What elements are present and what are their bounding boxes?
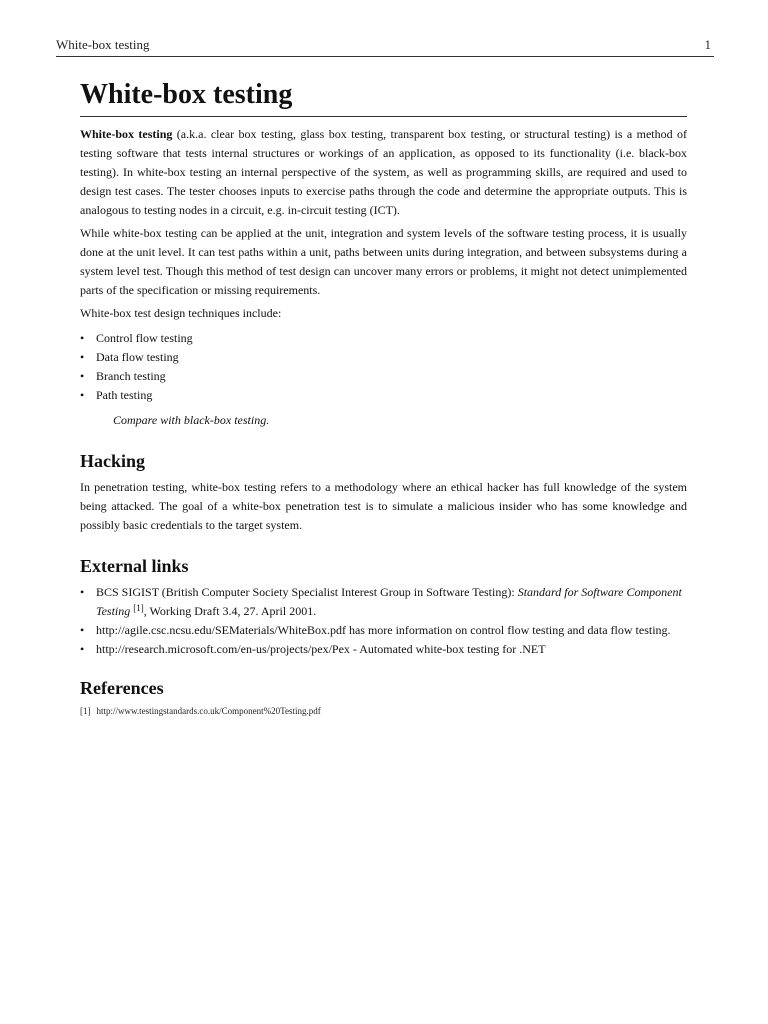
list-item bbox=[80, 348, 687, 367]
bullet-glyph: • bbox=[80, 388, 85, 402]
references-heading: References bbox=[80, 678, 164, 698]
list-item bbox=[80, 367, 687, 386]
page-title: White-box testing bbox=[80, 78, 687, 117]
reference-url[interactable]: http://www.testingstandards.co.uk/Component%20Testing.pdf bbox=[96, 706, 321, 716]
bullet-glyph: • bbox=[80, 369, 85, 383]
intro-bold-term: White-box testing bbox=[80, 127, 173, 141]
list-item bbox=[80, 621, 687, 640]
bullet-glyph: • bbox=[80, 350, 85, 364]
technique-label: Control flow testing bbox=[96, 331, 193, 345]
running-header bbox=[56, 37, 714, 57]
article-body bbox=[80, 78, 687, 717]
list-item bbox=[80, 640, 687, 659]
list-item bbox=[80, 386, 687, 405]
standard-title-link[interactable]: Standard for Software Component Testing bbox=[96, 585, 682, 618]
pex-link-text[interactable]: http://research.microsoft.com/en-us/projects/pex/Pex - Automated white-box testing for .NET bbox=[96, 642, 546, 656]
agile-link-text[interactable]: http://agile.csc.ncsu.edu/SEMaterials/WhiteBox.pdf has more information on control flow testing and data flow testing. bbox=[96, 623, 671, 637]
bullet-glyph: • bbox=[80, 331, 85, 345]
levels-paragraph: While white-box testing can be applied at the unit, integration and system levels of the software testing process, it is usually done at the unit level. It can test paths within a unit, paths between units during integration, and between subsystems during a system level test. Though this method of test design can uncover many errors or problems, it might not detect unimplemented parts of the specification or missing requirements. bbox=[80, 226, 687, 297]
bullet-glyph: • bbox=[80, 585, 85, 599]
running-header-title: White-box testing bbox=[56, 37, 150, 52]
technique-label: Branch testing bbox=[96, 369, 166, 383]
bullet-glyph: • bbox=[80, 623, 85, 637]
reference-marker[interactable]: [1] bbox=[133, 603, 144, 613]
hacking-paragraph: In penetration testing, white-box testing refers to a methodology where an ethical hacker has full knowledge of the system being attacked. The goal of a white-box penetration test is to simulate a malicious insider who has some knowledge and possibly basic credentials to the target system. bbox=[80, 480, 687, 532]
reference-item bbox=[80, 705, 687, 717]
techniques-list bbox=[80, 329, 687, 405]
intro-paragraph bbox=[80, 125, 687, 220]
external-link-suffix: , Working Draft 3.4, 27. April 2001. bbox=[143, 604, 317, 618]
external-links-list bbox=[80, 583, 687, 659]
reference-number: [1] bbox=[80, 706, 91, 716]
list-item bbox=[80, 329, 687, 348]
bullet-glyph: • bbox=[80, 642, 85, 656]
page-number: 1 bbox=[704, 37, 711, 52]
technique-label: Data flow testing bbox=[96, 350, 179, 364]
external-links-heading: External links bbox=[80, 556, 189, 576]
intro-text: (a.k.a. clear box testing, glass box testing, transparent box testing, or structural testing) is a method of testing software that tests internal structures or workings of an application, as opposed to its functionality (i.e. black-box testing). In white-box testing an internal perspective of the system, as well as programming skills, are required and used to design test cases. The tester chooses inputs to exercise paths through the code and determine the appropriate outputs. This is analogous to testing nodes in a circuit, e.g. in-circuit testing (ICT). bbox=[80, 127, 688, 217]
list-item bbox=[80, 583, 687, 621]
techniques-intro: White-box test design techniques include: bbox=[80, 306, 282, 320]
external-link-prefix: BCS SIGIST (British Computer Society Specialist Interest Group in Software Testing): bbox=[96, 585, 518, 599]
technique-label: Path testing bbox=[96, 388, 153, 402]
compare-note: Compare with black-box testing. bbox=[113, 413, 270, 427]
hacking-heading: Hacking bbox=[80, 451, 146, 471]
